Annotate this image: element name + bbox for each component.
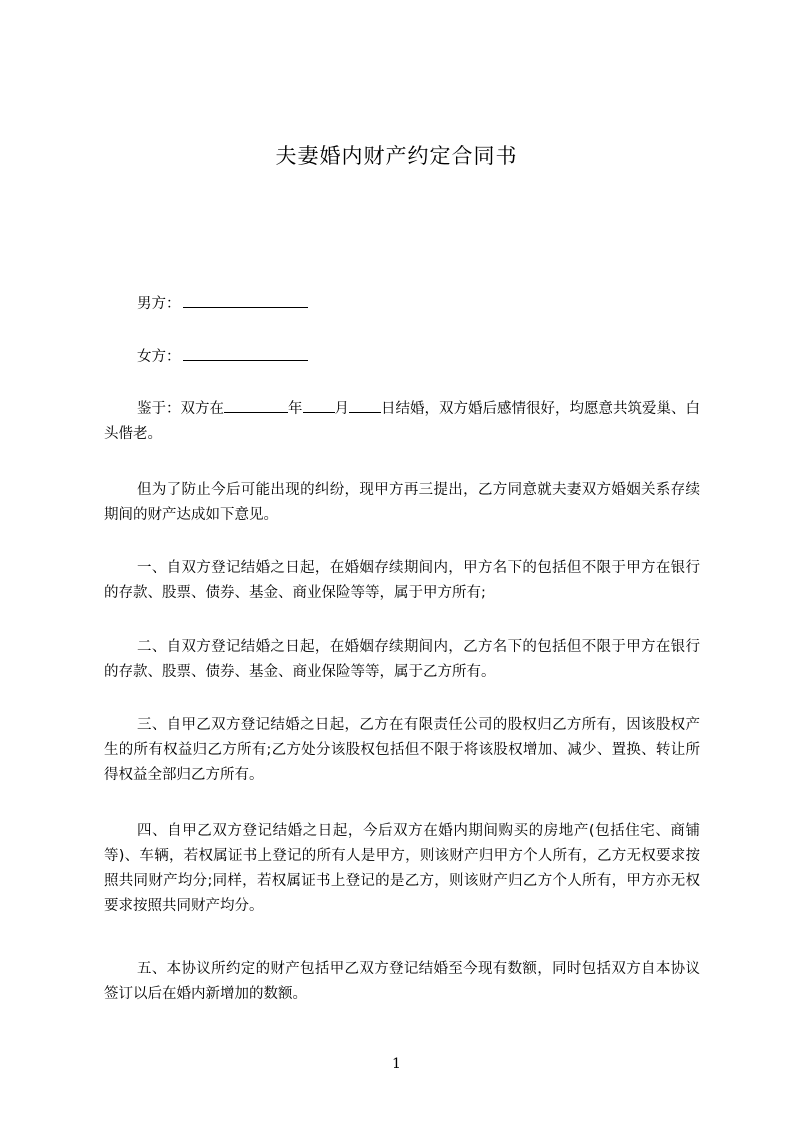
paragraph-clause-1: 一、自双方登记结婚之日起，在婚姻存续期间内，甲方名下的包括但不限于甲方在银行的存款、股票、债券、基金、商业保险等等，属于甲方所有; xyxy=(104,560,700,601)
recital-year: 年 xyxy=(288,401,303,417)
page-number: 1 xyxy=(392,1056,401,1072)
recital-rest: 日结婚，双方婚后感情很好，均愿意共筑爱巢、白头偕老。 xyxy=(104,401,700,442)
recital-prefix: 鉴于：双方在 xyxy=(137,401,224,417)
paragraph-clause-2: 二、自双方登记结婚之日起，在婚姻存续期间内，乙方名下的包括但不限于甲方在银行的存款、股票、债券、基金、商业保险等等，属于乙方所有。 xyxy=(104,639,700,680)
wife-field xyxy=(137,345,308,366)
paragraph-clause-4: 四、自甲乙双方登记结婚之日起，今后双方在婚内期间购买的房地产(包括住宅、商铺等)、车辆，若权属证书上登记的所有人是甲方，则该财产归甲方个人所有，乙方无权要求按照共同财产均分;同样，若权属证书上登记的是乙方，则该财产归乙方个人所有，甲方亦无权要求按照共同财产均分。 xyxy=(104,823,700,914)
recital-paragraph xyxy=(104,397,700,447)
day-blank xyxy=(349,398,381,413)
document-title: 夫妻婚内财产约定合同书 xyxy=(275,144,518,168)
month-blank xyxy=(303,398,335,413)
year-blank xyxy=(224,398,288,413)
wife-blank xyxy=(183,345,308,361)
husband-field xyxy=(137,292,308,313)
wife-label: 女方： xyxy=(137,349,181,365)
husband-blank xyxy=(183,292,308,308)
paragraph-clause-3: 三、自甲乙双方登记结婚之日起，乙方在有限责任公司的股权归乙方所有，因该股权产生的所有权益归乙方所有;乙方处分该股权包括但不限于将该股权增加、减少、置换、转让所得权益全部归乙方所有。 xyxy=(104,717,700,783)
recital-month: 月 xyxy=(334,401,349,417)
husband-label: 男方： xyxy=(137,296,181,312)
paragraph-clause-5: 五、本协议所约定的财产包括甲乙双方登记结婚至今现有数额，同时包括双方自本协议签订以后在婚内新增加的数额。 xyxy=(104,961,700,1002)
paragraph-intro: 但为了防止今后可能出现的纠纷，现甲方再三提出，乙方同意就夫妻双方婚姻关系存续期间的财产达成如下意见。 xyxy=(104,482,700,523)
